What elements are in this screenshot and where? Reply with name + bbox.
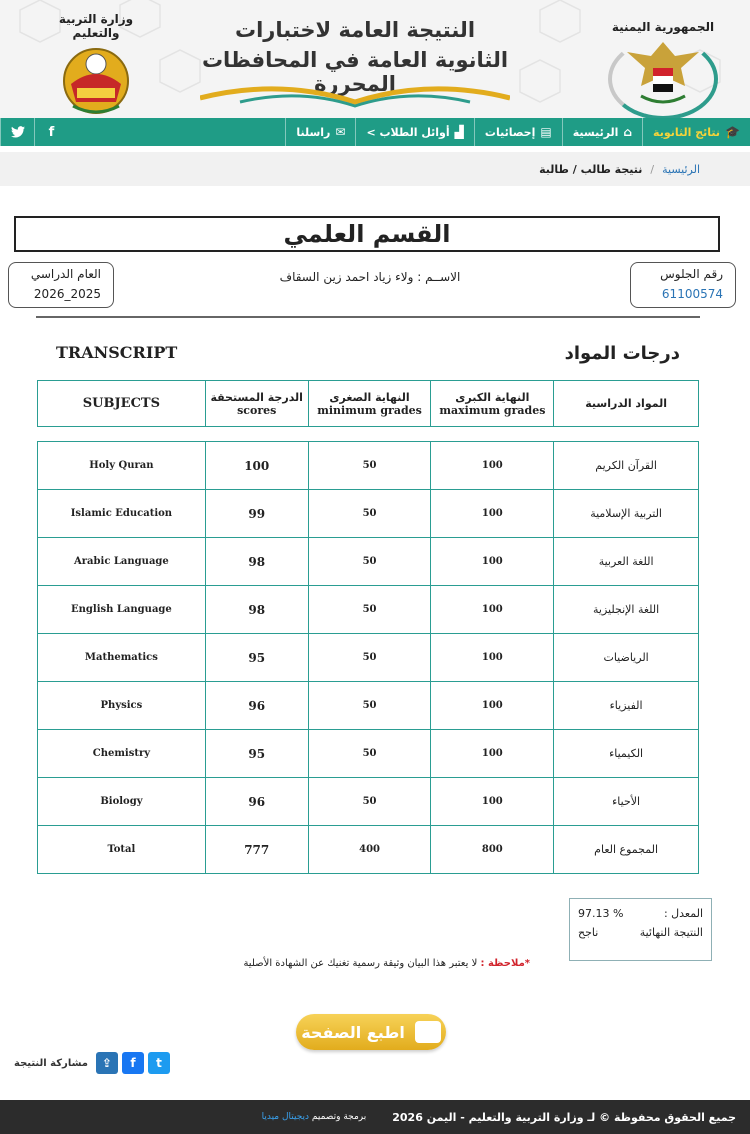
twitter-share-icon[interactable]: t	[148, 1052, 170, 1074]
breadcrumb-current: نتيجة طالب / طالبة	[539, 162, 643, 176]
title-line-1: النتيجة العامة لاختبارات	[234, 18, 476, 42]
breadcrumb-home-link[interactable]: الرئيسية	[662, 162, 700, 176]
chart-icon: ▟	[454, 125, 464, 139]
table-row	[38, 490, 699, 538]
score-cell: 100	[205, 442, 308, 490]
footer-credit	[262, 1112, 367, 1122]
header-scores: الدرجة المستحقة scores	[205, 381, 308, 427]
subject-ar-cell: اللغة الإنجليزية	[554, 586, 699, 634]
academic-year-box	[8, 262, 114, 308]
ministry-emblem	[36, 12, 156, 112]
score-cell: 98	[205, 586, 308, 634]
main-nav	[0, 118, 750, 146]
academic-year-label: العام الدراسي	[30, 267, 101, 281]
student-name: الاســم : ولاء زياد احمد زين السقاف	[279, 270, 461, 284]
nav-item-label: إحصائيات	[484, 125, 536, 139]
table-row	[38, 442, 699, 490]
subject-ar-cell: الرياضيات	[554, 634, 699, 682]
subject-ar-cell: الكيمياء	[554, 730, 699, 778]
section-title: القسم العلمي	[14, 216, 720, 252]
nav-item-label: نتائج الثانوية	[653, 125, 721, 139]
ministry-logo-icon	[61, 44, 131, 118]
nav-item-label: الرئيسية	[572, 125, 619, 139]
eagle-emblem-icon	[623, 38, 703, 108]
subject-en-cell: Mathematics	[38, 634, 206, 682]
final-result-row	[578, 926, 703, 939]
twitter-icon[interactable]	[0, 118, 34, 146]
subject-ar-cell: التربية الإسلامية	[554, 490, 699, 538]
subject-ar-cell: القرآن الكريم	[554, 442, 699, 490]
subject-ar-cell: الأحياء	[554, 778, 699, 826]
max-grade-cell: 100	[431, 490, 554, 538]
subject-en-cell: English Language	[38, 586, 206, 634]
academic-year-value: 2026_2025	[33, 287, 101, 301]
header-max-grades: النهاية الكبرى maximum grades	[431, 381, 554, 427]
max-grade-cell: 100	[431, 442, 554, 490]
score-cell: 95	[205, 730, 308, 778]
table-row	[38, 586, 699, 634]
transcript-title: TRANSCRIPT	[56, 343, 178, 362]
disclaimer-note	[210, 958, 530, 969]
max-grade-cell: 100	[431, 538, 554, 586]
subject-en-cell: Holy Quran	[38, 442, 206, 490]
header-subject-ar: المواد الدراسية	[554, 381, 699, 427]
score-cell: 96	[205, 778, 308, 826]
grades-table-header	[37, 380, 699, 427]
footer-copyright: جميع الحقوق محفوظة © لـ وزارة التربية والتعليم - اليمن 2026	[392, 1110, 736, 1124]
min-grade-cell: 50	[308, 730, 431, 778]
subject-en-cell: Islamic Education	[38, 490, 206, 538]
subject-en-cell: Physics	[38, 682, 206, 730]
nav-item-top-students[interactable]	[355, 118, 473, 146]
share-bar	[14, 1052, 170, 1074]
total-row	[38, 826, 699, 874]
header-subjects-en: SUBJECTS	[38, 381, 206, 427]
table-row	[38, 538, 699, 586]
stats-icon: ▤	[540, 125, 552, 139]
site-footer	[0, 1100, 750, 1134]
max-grade-cell: 100	[431, 730, 554, 778]
subject-en-cell: Arabic Language	[38, 538, 206, 586]
min-grade-cell: 50	[308, 538, 431, 586]
score-cell: 96	[205, 682, 308, 730]
max-grade-cell: 100	[431, 778, 554, 826]
max-grade-cell: 800	[431, 826, 554, 874]
nav-item-statistics[interactable]	[474, 118, 562, 146]
final-result-label: النتيجة النهائية	[639, 926, 703, 939]
graduation-icon: 🎓	[725, 125, 740, 139]
ministry-label: وزارة التربية والتعليم	[58, 12, 134, 40]
score-cell: 95	[205, 634, 308, 682]
table-row	[38, 634, 699, 682]
divider	[36, 316, 700, 318]
site-header	[0, 0, 750, 118]
seat-number-value: 61100574	[661, 287, 723, 301]
score-cell: 98	[205, 538, 308, 586]
note-text: لا يعتبر هذا البيان وثيقة رسمية تغنيك عن الشهادة الأصلية	[243, 958, 478, 969]
nav-item-label: < أوائل الطلاب	[366, 125, 450, 139]
table-row	[38, 682, 699, 730]
min-grade-cell: 50	[308, 634, 431, 682]
average-value: 97.13 %	[578, 907, 624, 920]
nav-item-label: راسلنا	[296, 125, 331, 139]
home-icon: ⌂	[623, 125, 633, 139]
min-grade-cell: 50	[308, 682, 431, 730]
final-result-value: ناجح	[578, 926, 599, 939]
score-cell: 99	[205, 490, 308, 538]
print-button-label: اطبع الصفحة	[301, 1022, 405, 1042]
subject-ar-cell: اللغة العربية	[554, 538, 699, 586]
subject-en-cell: Biology	[38, 778, 206, 826]
facebook-share-icon[interactable]: f	[122, 1052, 144, 1074]
printer-icon	[415, 1021, 441, 1043]
credit-prefix: برمجة وتصميم	[311, 1112, 367, 1122]
average-label: المعدل	[671, 907, 703, 920]
min-grade-cell: 50	[308, 490, 431, 538]
grades-title: درجات المواد	[564, 343, 680, 364]
credit-brand-link[interactable]: ديجيتال ميديا	[261, 1112, 310, 1122]
min-grade-cell: 50	[308, 586, 431, 634]
nav-item-home[interactable]	[562, 118, 642, 146]
header-min-grades: النهاية الصغرى minimum grades	[308, 381, 431, 427]
facebook-icon[interactable]: f	[34, 118, 68, 146]
nav-spacer	[68, 118, 285, 146]
print-page-button[interactable]	[296, 1014, 446, 1050]
score-cell: 777	[205, 826, 308, 874]
open-book-icon	[200, 80, 510, 110]
max-grade-cell: 100	[431, 682, 554, 730]
breadcrumb-separator: /	[650, 162, 655, 176]
subject-ar-cell: المجموع العام	[554, 826, 699, 874]
breadcrumb	[0, 152, 750, 186]
mail-icon: ✉	[335, 125, 346, 139]
seat-number-label: رقم الجلوس	[660, 267, 723, 281]
republic-emblem	[598, 8, 728, 116]
note-label: *ملاحظة :	[480, 958, 530, 969]
min-grade-cell: 50	[308, 442, 431, 490]
republic-label: الجمهورية اليمنية	[611, 20, 715, 34]
result-summary	[569, 898, 712, 961]
grades-table	[37, 441, 699, 874]
table-row	[38, 778, 699, 826]
min-grade-cell: 400	[308, 826, 431, 874]
share-icon[interactable]: ⇪	[96, 1052, 118, 1074]
seat-number-box	[630, 262, 736, 308]
max-grade-cell: 100	[431, 634, 554, 682]
subject-en-cell: Total	[38, 826, 206, 874]
min-grade-cell: 50	[308, 778, 431, 826]
subject-ar-cell: الفيزياء	[554, 682, 699, 730]
table-row	[38, 730, 699, 778]
nav-item-contact[interactable]	[285, 118, 355, 146]
average-row: المعدل : 97.13 %	[578, 907, 703, 920]
title-line-2: الثانوية العامة في المحافظات المحررة	[201, 48, 509, 96]
subject-en-cell: Chemistry	[38, 730, 206, 778]
share-label: مشاركة النتيجة	[14, 1057, 88, 1069]
nav-item-results[interactable]	[642, 118, 750, 146]
max-grade-cell: 100	[431, 586, 554, 634]
